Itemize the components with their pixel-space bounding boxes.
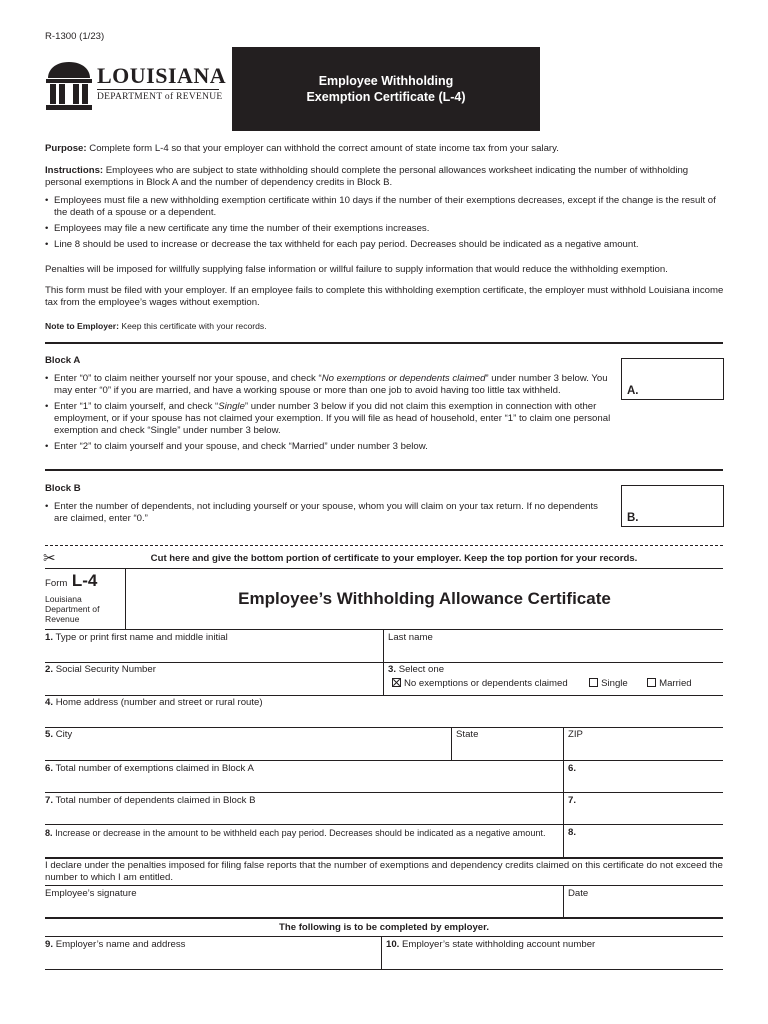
instructions-paragraph xyxy=(45,165,725,189)
checkbox-icon[interactable] xyxy=(647,678,656,687)
city-input[interactable] xyxy=(45,742,449,759)
field-1-label: 1. Type or print first name and middle initial xyxy=(45,632,228,643)
dependents-total-input[interactable] xyxy=(580,794,721,822)
instructions-text: Employees who are subject to state withholding should complete the personal allowances worksheet indicating the number of withholding personal exemptions in Block A and the number of dependency credits in Block B. xyxy=(45,165,689,188)
first-name-input[interactable] xyxy=(45,645,381,662)
withholding-adjustment-input[interactable] xyxy=(580,826,721,856)
block-a-bullet: • Enter “0” to claim neither yourself nor your spouse, and check “No exemptions or dependents claimed” under number 3 below. You may enter “0” if you are married, and have a working spouse or more than one job to avoid having too little tax withheld. xyxy=(45,373,613,397)
logo-dept-line: DEPARTMENT of REVENUE xyxy=(97,92,223,102)
cut-line-top xyxy=(45,545,723,546)
block-a-bullet: • Enter “1” to claim yourself, and check “Single” under number 3 below if you did not claim this exemption in connection with other employment, or if your spouse has not claimed your exemption. If you will file as head of household, enter “1” to claim one personal exemption and check “Single” under number 3 below. xyxy=(45,401,613,437)
employer-note-label: Note to Employer: xyxy=(45,321,120,331)
certificate-title: Employee’s Withholding Allowance Certificate xyxy=(238,589,611,608)
scissors-icon: ✂ xyxy=(43,550,56,567)
filing-status-options xyxy=(392,678,692,690)
date-label: Date xyxy=(568,888,589,899)
form-id: L-4 xyxy=(71,571,98,590)
state-input[interactable] xyxy=(453,742,561,759)
field-8-label: 8. Increase or decrease in the amount to be withheld each pay period. Decreases should be indicated as a negative amount. xyxy=(45,828,546,838)
employer-account-number-input[interactable] xyxy=(383,952,721,969)
field-2-label: 2. Social Security Number xyxy=(45,664,156,675)
checkbox-icon[interactable] xyxy=(589,678,598,687)
field-6-label: 6. Total number of exemptions claimed in Block A xyxy=(45,763,254,774)
signature-label: Employee’s signature xyxy=(45,888,137,899)
declaration-text: I declare under the penalties imposed for filing false reports that the number of exemptions and dependency credits claimed on this certificate do not exceed the number to which I am entitled. xyxy=(45,860,723,883)
block-b-title: Block B xyxy=(45,483,81,494)
block-a-title: Block A xyxy=(45,355,81,366)
ssn-input[interactable] xyxy=(45,677,381,694)
field-7-label: 7. Total number of dependents claimed in Block B xyxy=(45,795,256,806)
field-3-label: 3. Select one xyxy=(388,664,445,675)
title-line-2: Exemption Certificate (L-4) xyxy=(306,90,466,104)
employer-section-heading: The following is to be completed by employer. xyxy=(278,922,490,933)
employer-name-address-input[interactable] xyxy=(45,952,379,969)
instruction-bullet: • Employees may file a new certificate any time the number of their exemptions increases. xyxy=(45,223,725,235)
form-word: Form xyxy=(45,578,68,589)
last-name-label: Last name xyxy=(388,632,433,643)
block-b-box-label: B. xyxy=(627,512,639,524)
cut-line-text: Cut here and give the bottom portion of certificate to your employer. Keep the top portion for your records. xyxy=(150,553,638,564)
form-id-block xyxy=(45,572,97,591)
purpose-paragraph xyxy=(45,143,725,155)
checkbox-checked-icon[interactable] xyxy=(392,678,401,687)
block-b-bullets xyxy=(45,501,613,529)
option-single[interactable]: Single xyxy=(589,678,628,689)
instruction-bullet: • Line 8 should be used to increase or decrease the tax withheld for each pay period. Decreases should be indicated as a negative amount. xyxy=(45,239,725,251)
signature-input[interactable] xyxy=(45,900,561,916)
employer-note-text: Keep this certificate with your records. xyxy=(121,321,267,331)
exemptions-total-input[interactable] xyxy=(580,762,721,790)
purpose-text: Complete form L-4 so that your employer can withhold the correct amount of state income tax from your salary. xyxy=(89,143,559,154)
field-8-box-label: 8. xyxy=(568,827,577,838)
block-a-input-box[interactable] xyxy=(621,358,724,400)
state-label: State xyxy=(456,729,479,740)
block-a-box-label: A. xyxy=(627,385,639,397)
block-b-bullet: • Enter the number of dependents, not including yourself or your spouse, whom you will claim on your tax return. If no dependents are claimed, enter “0.” xyxy=(45,501,613,525)
option-no-exemptions[interactable]: No exemptions or dependents claimed xyxy=(392,678,568,689)
block-b-input-box[interactable] xyxy=(621,485,724,527)
field-4-label: 4. Home address (number and street or rural route) xyxy=(45,697,263,708)
field-7-box-label: 7. xyxy=(568,795,577,806)
zip-input[interactable] xyxy=(565,742,721,759)
home-address-input[interactable] xyxy=(45,710,721,727)
title-banner xyxy=(232,47,540,131)
block-a-bullets xyxy=(45,373,613,457)
form-code: R-1300 (1/23) xyxy=(45,31,105,42)
field-9-label: 9. Employer’s name and address xyxy=(45,939,186,950)
penalties-text: Penalties will be imposed for willfully supplying false information or willful failure to supply information that would reduce the withholding exemption. xyxy=(45,264,668,275)
employer-note xyxy=(45,321,725,332)
field-6-box-label: 6. xyxy=(568,763,577,774)
field-5-label: 5. City xyxy=(45,729,73,740)
logo-wordmark: LOUISIANA xyxy=(97,63,227,88)
certificate-agency: Louisiana Department of Revenue xyxy=(45,594,100,624)
capitol-icon xyxy=(45,60,93,112)
last-name-input[interactable] xyxy=(385,645,721,662)
instruction-bullet: • Employees must file a new withholding exemption certificate within 10 days if the number of their exemptions decreases, except if the change is the result of the death of a spouse or a dependent. xyxy=(45,195,725,219)
filing-note: This form must be filed with your employer. If an employee fails to complete this withholding exemption certificate, the employer must withhold Louisiana income tax from the employee’s wages without exemption. xyxy=(45,285,724,308)
field-10-label: 10. Employer’s state withholding account number xyxy=(386,939,596,950)
date-input[interactable] xyxy=(565,900,721,916)
instructions-label: Instructions: xyxy=(45,165,104,176)
louisiana-logo xyxy=(45,60,225,114)
title-line-1: Employee Withholding xyxy=(318,74,454,88)
option-married[interactable]: Married xyxy=(647,678,692,689)
zip-label: ZIP xyxy=(568,729,583,740)
instructions-bullets xyxy=(45,195,725,255)
purpose-label: Purpose: xyxy=(45,143,87,154)
block-a-bullet: • Enter “2” to claim yourself and your spouse, and check “Married” under number 3 below. xyxy=(45,441,613,453)
